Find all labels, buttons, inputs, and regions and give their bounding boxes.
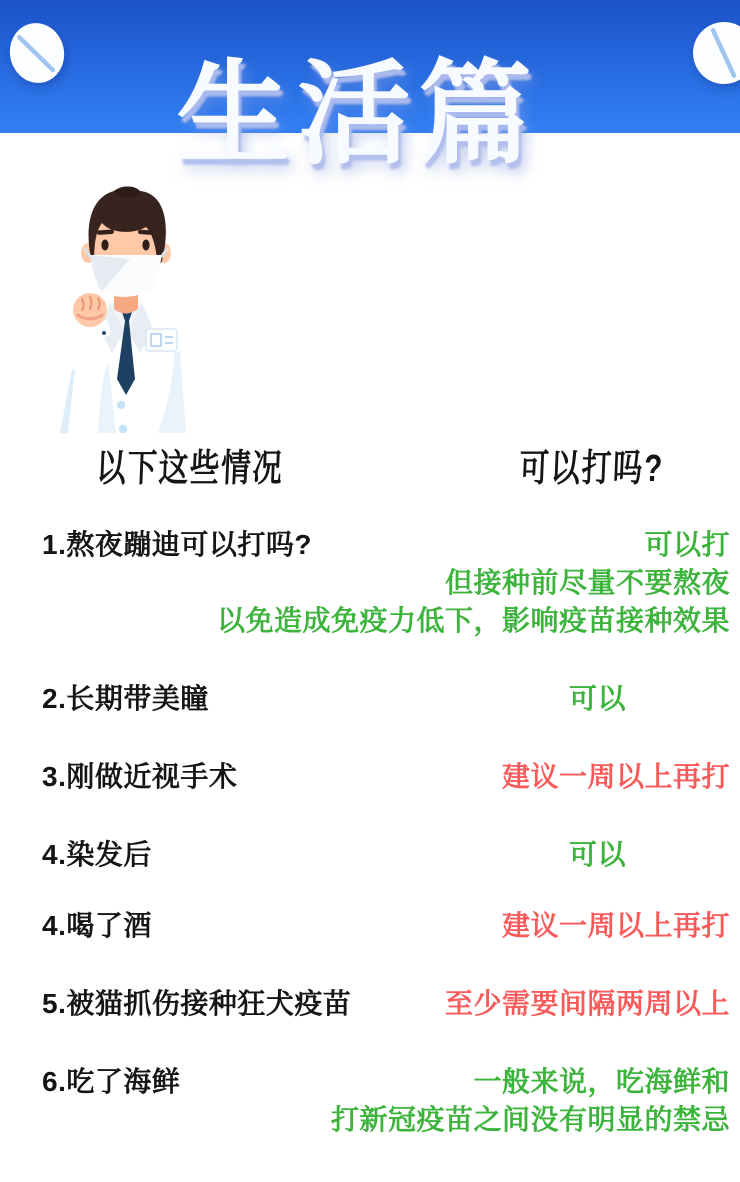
answer-text	[445, 985, 730, 1023]
answer-line: 可以	[568, 683, 626, 714]
answer-line: 建议一周以上再打	[501, 910, 730, 941]
question-text: 2.长期带美瞳	[42, 683, 209, 714]
answer-line: 以免造成免疫力低下，影响疫苗接种效果	[216, 605, 730, 636]
answer-text	[455, 680, 740, 718]
question-text: 6.吃了海鲜	[42, 1066, 181, 1097]
question-text: 3.刚做近视手术	[42, 761, 238, 792]
answer-text	[502, 758, 730, 796]
answer-text	[217, 526, 730, 640]
answer-line: 至少需要间隔两周以上	[444, 988, 730, 1019]
column-header-can-vaccinate: 可以打吗?	[518, 448, 665, 490]
doctor-with-mask-illustration	[38, 183, 198, 433]
answer-line: 建议一周以上再打	[501, 761, 730, 792]
answer-text	[331, 1063, 730, 1139]
answer-line: 一般来说，吃海鲜和	[473, 1066, 730, 1097]
answer-line: 打新冠疫苗之间没有明显的禁忌	[330, 1104, 730, 1135]
answer-line: 可以打	[644, 529, 730, 560]
page-title: 生活篇	[176, 51, 540, 177]
answer-text	[502, 907, 730, 945]
question-text: 4.喝了酒	[42, 910, 152, 941]
question-text: 5.被猫抓伤接种狂犬疫苗	[42, 988, 352, 1019]
answer-text	[455, 836, 740, 874]
question-text: 1.熬夜蹦迪可以打吗?	[42, 529, 312, 560]
answer-line: 但接种前尽量不要熬夜	[444, 567, 730, 598]
answer-line: 可以	[568, 839, 626, 870]
question-text: 4.染发后	[42, 839, 152, 870]
column-header-situations: 以下这些情况	[95, 448, 285, 490]
